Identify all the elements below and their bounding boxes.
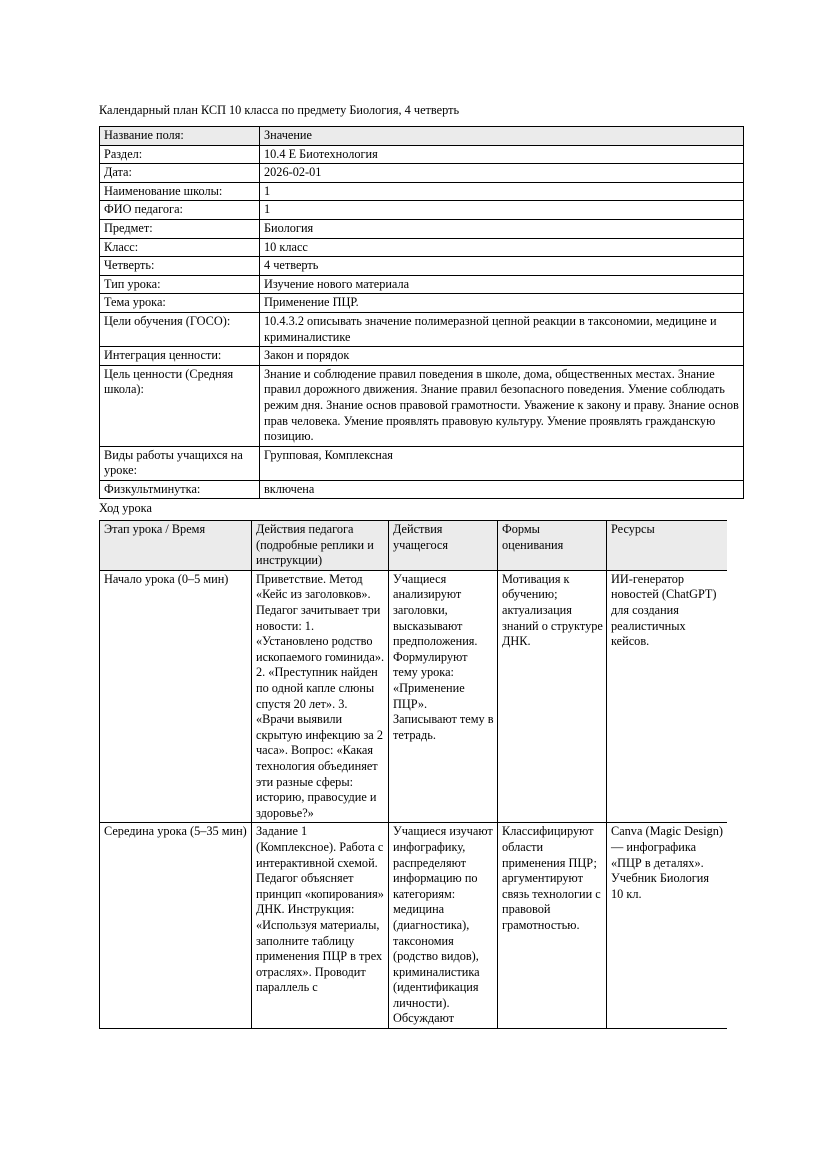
table-row	[100, 347, 744, 366]
cell-stage: Середина урока (5–35 мин)	[100, 823, 252, 1029]
field-value: 1	[260, 201, 744, 220]
field-value: 10.4.3.2 описывать значение полимеразной цепной реакции в таксономии, медицине и криминалистике	[260, 312, 744, 346]
cell-assessment: Классифицируют области применения ПЦР; аргументируют связь технологии с правовой грамотностью.	[498, 823, 607, 1029]
field-label: Интеграция ценности:	[100, 347, 260, 366]
field-label: Цель ценности (Средняя школа):	[100, 365, 260, 446]
field-value: 4 четверть	[260, 257, 744, 276]
field-label: Тип урока:	[100, 275, 260, 294]
field-value: Знание и соблюдение правил поведения в школе, дома, общественных местах. Знание правил дорожного движения. Знание правил безопасного поведения. Умение соблюдать режим дня. Знание основ правовой грамотности. Уважение к закону и праву. Знание основ прав человека. Умение проявлять правовую культуру. Умение проявлять гражданскую позицию.	[260, 365, 744, 446]
field-value: Групповая, Комплексная	[260, 446, 744, 480]
table-row	[100, 275, 744, 294]
cell-teacher-actions: Задание 1 (Комплексное). Работа с интерактивной схемой. Педагог объясняет принцип «копирования» ДНК. Инструкция: «Используя материалы, заполните таблицу применения ПЦР в трех отраслях». Проводит параллель с	[252, 823, 389, 1029]
field-value: 10 класс	[260, 238, 744, 257]
lesson-flow-clip	[99, 520, 727, 1105]
field-label: Раздел:	[100, 145, 260, 164]
table-row	[100, 219, 744, 238]
column-header-value: Значение	[260, 127, 744, 146]
table-row	[100, 823, 728, 1029]
column-header-field: Название поля:	[100, 127, 260, 146]
field-value: Закон и порядок	[260, 347, 744, 366]
table-row	[100, 294, 744, 313]
field-value: 1	[260, 182, 744, 201]
page-content	[99, 103, 739, 1105]
field-value: Изучение нового материала	[260, 275, 744, 294]
field-value: Применение ПЦР.	[260, 294, 744, 313]
lesson-info-table	[99, 126, 744, 499]
field-label: Тема урока:	[100, 294, 260, 313]
field-label: Физкультминутка:	[100, 480, 260, 499]
field-label: Четверть:	[100, 257, 260, 276]
field-label: Дата:	[100, 164, 260, 183]
column-header-teacher-actions: Действия педагога (подробные реплики и инструкции)	[252, 521, 389, 571]
table-row	[100, 446, 744, 480]
cell-stage: Начало урока (0–5 мин)	[100, 570, 252, 823]
table-row	[100, 201, 744, 220]
field-value: включена	[260, 480, 744, 499]
column-header-student-actions: Действия учащегося	[389, 521, 498, 571]
lesson-flow-table	[99, 520, 727, 1029]
table-row	[100, 480, 744, 499]
field-label: Наименование школы:	[100, 182, 260, 201]
column-header-stage: Этап урока / Время	[100, 521, 252, 571]
cell-student-actions: Учащиеся анализируют заголовки, высказывают предположения. Формулируют тему урока: «Применение ПЦР». Записывают тему в тетрадь.	[389, 570, 498, 823]
field-label: Предмет:	[100, 219, 260, 238]
table-row	[100, 257, 744, 276]
table-row	[100, 570, 728, 823]
field-label: Цели обучения (ГОСО):	[100, 312, 260, 346]
table-header-row	[100, 521, 728, 571]
table-row	[100, 312, 744, 346]
table-header-row	[100, 127, 744, 146]
cell-student-actions: Учащиеся изучают инфографику, распределяют информацию по категориям: медицина (диагностика), таксономия (родство видов), криминалистика (идентификация личности). Обсуждают	[389, 823, 498, 1029]
field-value: 10.4 E Биотехнология	[260, 145, 744, 164]
field-label: Класс:	[100, 238, 260, 257]
column-header-assessment: Формы оценивания	[498, 521, 607, 571]
cell-resources: ИИ-генератор новостей (ChatGPT) для создания реалистичных кейсов.	[607, 570, 728, 823]
cell-teacher-actions: Приветствие. Метод «Кейс из заголовков». Педагог зачитывает три новости: 1. «Установлено родство ископаемого гоминида». 2. «Преступник найден по одной капле слюны спустя 20 лет». 3. «Врачи выявили скрытую инфекцию за 2 часа». Вопрос: «Какая технология объединяет эти разные сферы: историю, правосудие и здоровье?»	[252, 570, 389, 823]
page-title: Календарный план КСП 10 класса по предмету Биология, 4 четверть	[99, 103, 460, 117]
cell-assessment: Мотивация к обучению; актуализация знаний о структуре ДНК.	[498, 570, 607, 823]
cell-resources: Canva (Magic Design) — инфографика «ПЦР в деталях». Учебник Биология 10 кл.	[607, 823, 728, 1029]
field-label: Виды работы учащихся на уроке:	[100, 446, 260, 480]
table-row	[100, 182, 744, 201]
section-caption-lesson-flow: Ход урока	[99, 501, 152, 516]
field-value: Биология	[260, 219, 744, 238]
column-header-resources: Ресурсы	[607, 521, 728, 571]
field-value: 2026-02-01	[260, 164, 744, 183]
table-row	[100, 365, 744, 446]
table-row	[100, 145, 744, 164]
field-label: ФИО педагога:	[100, 201, 260, 220]
table-row	[100, 164, 744, 183]
table-row	[100, 238, 744, 257]
